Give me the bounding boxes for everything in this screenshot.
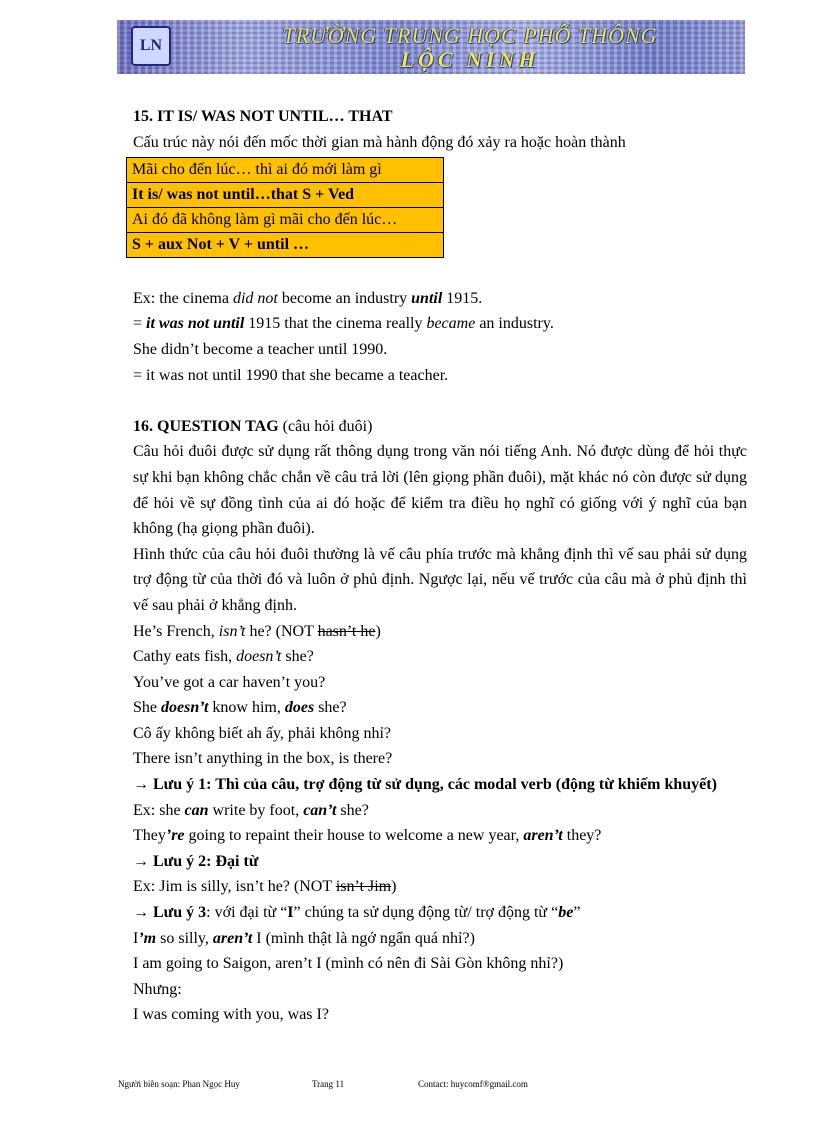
table-row [127, 183, 444, 208]
example-line: = it was not until 1990 that she became a teacher. [133, 366, 449, 384]
page-footer [118, 1077, 758, 1091]
example-line: Cô ấy không biết ah ấy, phải không nhỉ? [133, 724, 392, 742]
example-line: Nhưng: [133, 980, 182, 998]
example-line: You’ve got a car haven’t you? [133, 673, 326, 691]
example-line: Ex: Jim is silly, isn’t he? (NOT isn’t Jim) [133, 878, 397, 896]
school-logo-icon: LN [131, 26, 171, 66]
note-1: → Lưu ý 1: Thì của câu, trợ động từ sử dụng, các modal verb (động từ khiếm khuyết) [133, 776, 717, 794]
example-line: Cathy eats fish, doesn’t she? [133, 648, 314, 666]
section-16-paragraph: Câu hỏi đuôi được sử dụng rất thông dụng trong văn nói tiếng Anh. Nó được dùng để hỏi thực sự khi bạn không chắc chắn về câu trả lời (lên giọng phần đuôi), mặt khác nó còn được sử dụng để hỏi về sự đồng tình của ai đó hoặc để kiểm tra điều họ nghĩ có giống với ý nghĩ của bạn không (hạ giọng phần đuôi). [133, 443, 747, 538]
example-line: They’re going to repaint their house to welcome a new year, aren’t they? [133, 827, 602, 845]
footer-author: Người biên soạn: Phan Ngọc Huy [118, 1079, 240, 1089]
example-line: I am going to Saigon, aren’t I (mình có nên đi Sài Gòn không nhỉ?) [133, 955, 564, 973]
section-16-heading: 16. QUESTION TAG (câu hỏi đuôi) [133, 417, 373, 435]
example-line: She didn’t become a teacher until 1990. [133, 340, 388, 358]
table-row [127, 208, 444, 233]
example-line: Ex: she can write by foot, can’t she? [133, 801, 369, 819]
banner-school-name: LỘC NINH [400, 47, 540, 72]
section-16-paragraph: Hình thức của câu hỏi đuôi thường là vế câu phía trước mà khẳng định thì vế sau phải sử dụng trợ động từ của thời đó và luôn ở phủ định. Ngược lại, nếu vế trước của câu mà ở phủ định thì vế sau phải ở khẳng định. [133, 545, 747, 614]
example-line: There isn’t anything in the box, is there? [133, 750, 393, 768]
footer-page-number: Trang 11 [312, 1079, 345, 1089]
example-line: He’s French, isn’t he? (NOT hasn’t he) [133, 622, 381, 640]
note-2: → Lưu ý 2: Đại từ [133, 852, 259, 870]
section-15-intro: Cấu trúc này nói đến mốc thời gian mà hành động đó xảy ra hoặc hoàn thành [133, 133, 626, 151]
example-line: I was coming with you, was I? [133, 1006, 329, 1024]
table-row [127, 233, 444, 258]
table-cell: Ai đó đã không làm gì mãi cho đến lúc… [127, 208, 444, 233]
note-3: → Lưu ý 3: với đại từ “I” chúng ta sử dụng động từ/ trợ động từ “be” [133, 904, 581, 922]
banner-school-type: TRƯỜNG TRUNG HỌC PHỔ THÔNG [282, 23, 658, 48]
example-line: Ex: the cinema did not become an industry until 1915. [133, 289, 483, 307]
footer-contact: Contact: huycomf®gmail.com [418, 1079, 528, 1089]
example-line: = it was not until 1915 that the cinema really became an industry. [133, 315, 554, 333]
school-banner [117, 20, 745, 74]
arrow-right-icon: → [133, 904, 149, 922]
example-line: I’m so silly, aren’t I (mình thật là ngớ ngẩn quá nhỉ?) [133, 929, 475, 947]
table-cell: It is/ was not until…that S + Ved [127, 183, 444, 208]
arrow-right-icon: → [133, 776, 149, 794]
arrow-right-icon: → [133, 852, 149, 870]
example-line: She doesn’t know him, does she? [133, 699, 347, 717]
structure-table [126, 157, 444, 258]
page-content [133, 104, 747, 1028]
section-15-heading: 15. IT IS/ WAS NOT UNTIL… THAT [133, 108, 393, 125]
table-cell: Mãi cho đến lúc… thì ai đó mới làm gì [127, 158, 444, 183]
table-cell: S + aux Not + V + until … [127, 233, 444, 258]
table-row [127, 158, 444, 183]
